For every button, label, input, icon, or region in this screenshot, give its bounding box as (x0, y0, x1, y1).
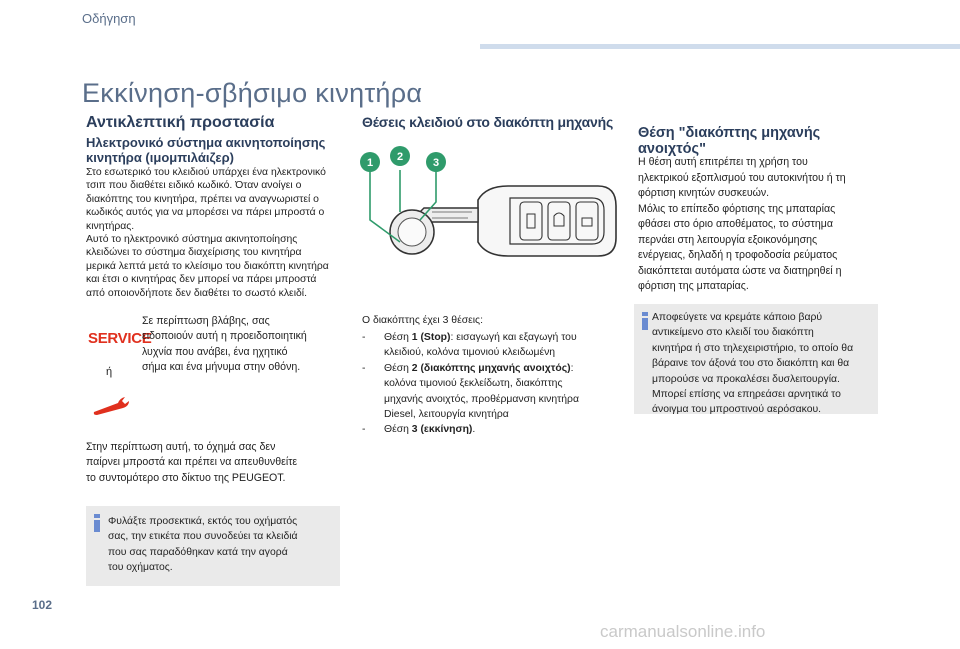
page-title: Εκκίνηση-σβήσιμο κινητήρα (82, 78, 423, 108)
list-item: - Θέση 3 (εκκίνηση). (362, 424, 476, 436)
anti-theft-heading: Αντικλεπτική προστασία (86, 114, 275, 131)
info-icon (93, 514, 101, 532)
positions-intro: Ο διακόπτης έχει 3 θέσεις: (362, 315, 483, 326)
list-item: - Θέση 2 (διακόπτης μηχανής ανοιχτός): κολόνα τιμονιού ξεκλείδωτη, διακόπτης μηχανής ανοιχτός, προθέρμανση κινητήρα Diesel, λειτουργία κινητήρα (362, 362, 579, 421)
contact-network-text: Στην περίπτωση αυτή, το όχημά σας δεν παίρνει μπροστά και πρέπει να απευθυνθείτε το συντομότερο στο δίκτυο της PEUGEOT. (86, 441, 298, 484)
section-label: Οδήγηση (82, 11, 136, 26)
service-fault-text: Σε περίπτωση βλάβης, σας ειδοποιούν αυτή η προειδοποιητική λυχνία που ανάβει, ένα ηχητικό σήμα και ένα μήνυμα στην οθόνη. (142, 315, 307, 374)
page-number: 102 (32, 598, 53, 612)
heavy-object-note: Αποφεύγετε να κρεμάτε κάποιο βαρύ αντικείμενο στο κλειδί του διακόπτη κινητήρα ή στο τηλεχειριστήριο, το οποίο θα βάραινε τον άξονά του στο διακόπτη και θα μπορούσε να προκαλέσει δυσλειτουργία. Μπορεί επίσης να επηρεάσει αρνητικά το άνοιγμα του μπροστινού αερόσακου. (634, 304, 878, 414)
positions-list (362, 330, 624, 438)
ignition-on-heading: Θέση "διακόπτης μηχανής ανοιχτός" (638, 125, 821, 157)
or-label: ή (106, 366, 113, 378)
ignition-key-illustration (360, 142, 624, 306)
key-positions-heading: Θέσεις κλειδιού στο διακόπτη μηχανής (362, 114, 614, 130)
header-divider (480, 44, 960, 49)
key-label-note: Φυλάξτε προσεκτικά, εκτός του οχήματός σας, την ετικέτα που συνοδεύει τα κλειδιά που σας παραδόθηκαν κατά την αγορά του οχήματος. (86, 506, 340, 586)
position-3-label: 3 (432, 157, 440, 169)
service-warning-icon: SERVICE (88, 330, 152, 347)
immobiliser-body: Στο εσωτερικό του κλειδιού υπάρχει ένα ηλεκτρονικό τσιπ που διαθέτει ειδικό κωδικό. Όταν ανοίγει ο διακόπτης του κινητήρα, πρέπει να αναγνωριστεί ο κωδικός αυτός για να μπορέσει να πάρει μπροστά ο κινητήρας. Αυτό το ηλεκτρονικό σύστημα ακινητοποίησης κλειδώνει το σύστημα διαχείρισης του κινητήρα μερικά λεπτά μετά το κλείσιμο του διακόπτη κινητήρα και έτσι ο κινητήρας δεν μπορεί να πάρει μπροστά από οποιονδήποτε δεν διαθέτει το σωστό κλειδί. (86, 167, 329, 299)
list-item: - Θέση 1 (Stop): εισαγωγή και εξαγωγή του κλειδιού, κολόνα τιμονιού κλειδωμένη (362, 332, 577, 359)
position-2-label: 2 (396, 151, 404, 163)
wrench-icon (92, 394, 130, 416)
info-icon (641, 312, 649, 330)
ignition-on-body: Η θέση αυτή επιτρέπει τη χρήση του ηλεκτρικού εξοπλισμού του αυτοκινήτου ή τη φόρτιση κινητών συσκευών. Μόλις το επίπεδο φόρτισης της μπαταρίας φθάσει στο όριο αποθέματος, το σύστημα περνάει στη λειτουργία εξοικονόμησης ενέργειας, δηλαδή η τροφοδοσία ρεύματος διακόπτεται αυτόματα ώστε να διατηρηθεί η φόρτιση της μπαταρίας. (638, 156, 846, 292)
position-1-label: 1 (366, 157, 374, 169)
immobiliser-subheading: Ηλεκτρονικό σύστημα ακινητοποίησης κινητήρα (ιμομπιλάιζερ) (86, 135, 326, 165)
watermark: carmanualsonline.info (600, 622, 766, 641)
